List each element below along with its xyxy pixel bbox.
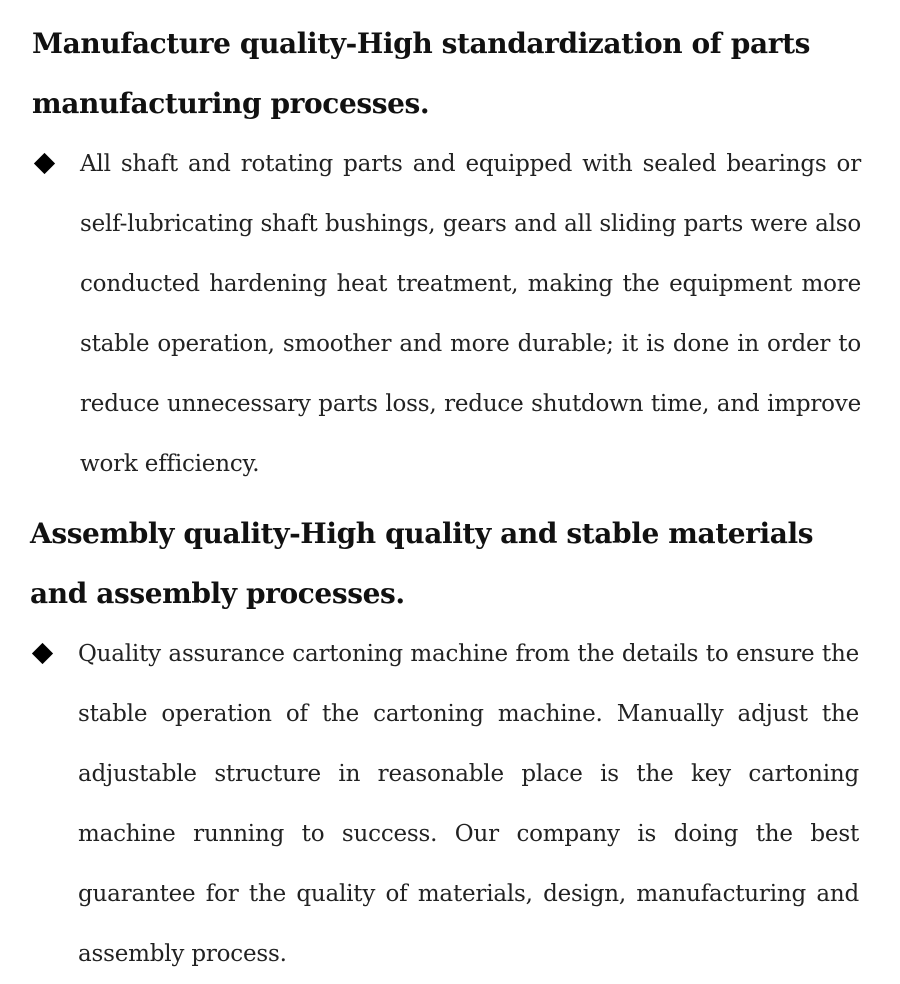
bullet-paragraph: All shaft and rotating parts and equipped with sealed bearings or self-lubricating shaft bushings, gears and all sliding parts were also conducted hardening heat treatment, making the equipment more stable operation, smoother and more durable; it is done in order to reduce unnecessary parts loss, reduce shutdown time, and improve work efficiency. xyxy=(80,151,861,477)
bullet-item xyxy=(0,134,900,494)
section-assembly-quality xyxy=(0,504,900,984)
diamond-bullet-icon xyxy=(34,153,55,174)
diamond-bullet-icon xyxy=(32,643,53,664)
section-heading: Assembly quality-High quality and stable materials and assembly processes. xyxy=(30,517,814,610)
bullet-item xyxy=(0,624,900,984)
section-manufacture-quality xyxy=(0,14,900,494)
section-heading: Manufacture quality-High standardization of parts manufacturing processes. xyxy=(32,27,810,120)
bullet-paragraph: Quality assurance cartoning machine from the details to ensure the stable operation of the cartoning machine. Manually adjust the adjustable structure in reasonable place is the key cartoning machine running to success. Our company is doing the best guarantee for the quality of materials, design, manufacturing and assembly process. xyxy=(78,641,859,967)
